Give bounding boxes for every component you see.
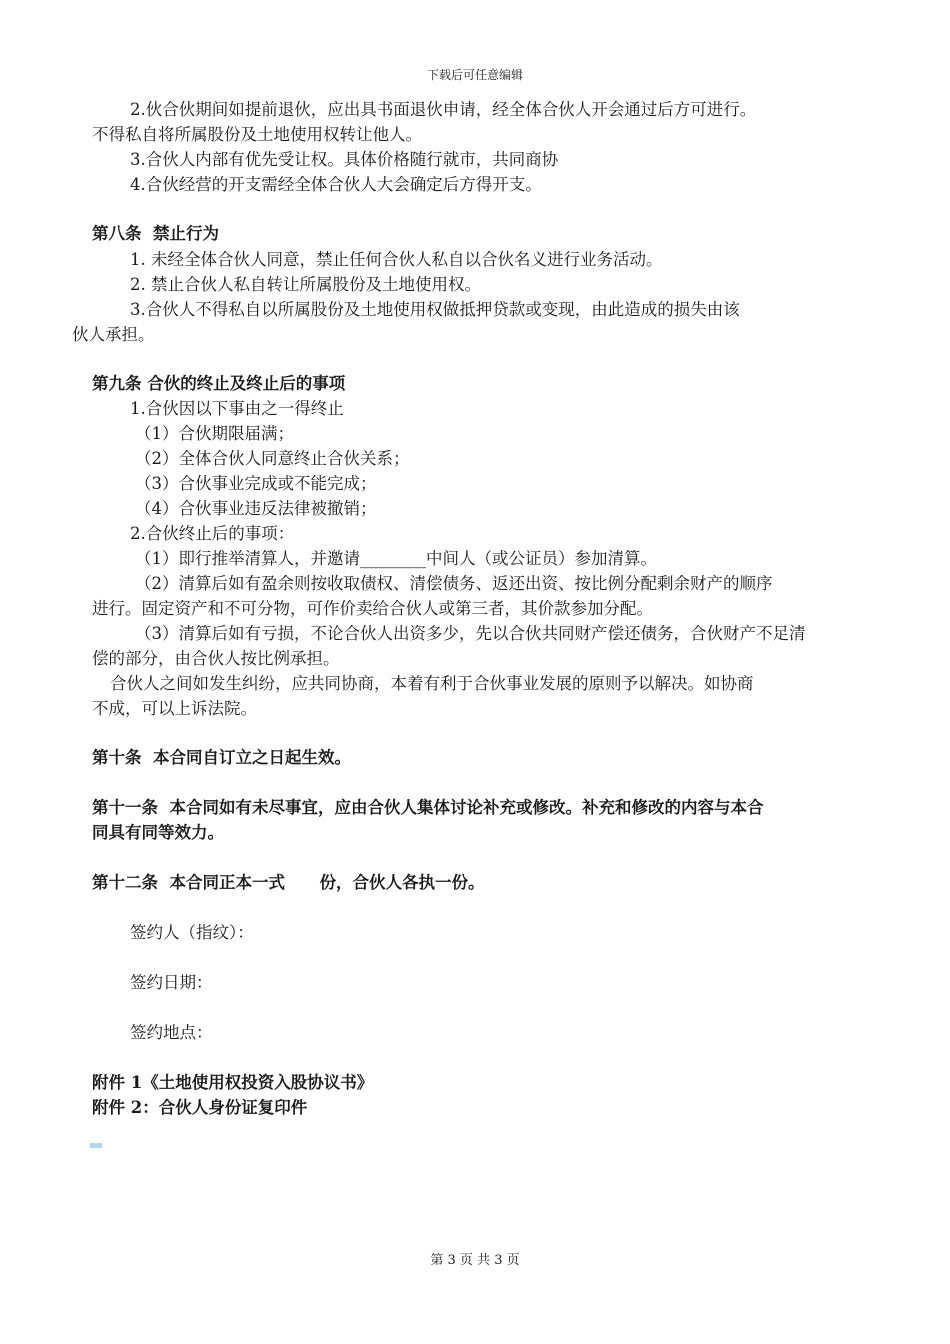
text-line: 签约人（指纹）：: [130, 923, 254, 942]
section-heading: 附件 1《土地使用权投资入股协议书》: [92, 1073, 374, 1092]
section-heading: 第十一条 本合同如有未尽事宜，应由合伙人集体讨论补充或修改。补充和修改的内容与本合: [92, 798, 764, 817]
text-line: 1. 未经全体合伙人同意，禁止任何合伙人私自以合伙名义进行业务活动。: [130, 250, 663, 269]
text-line: （4）合伙事业违反法律被撤销；: [135, 499, 377, 518]
text-line: 签约日期：: [130, 973, 213, 992]
text-line: （2）全体合伙人同意终止合伙关系；: [135, 449, 410, 468]
section-heading: 第十条 本合同自订立之日起生效。: [92, 748, 351, 767]
section-heading: 第八条 禁止行为: [92, 224, 219, 243]
text-line: 不成，可以上诉法院。: [92, 699, 257, 718]
page-header: 下载后可任意编辑: [426, 68, 523, 82]
text-line: 签约地点：: [130, 1023, 213, 1042]
text-line: 4.合伙经营的开支需经全体合伙人大会确定后方得开支。: [130, 175, 542, 194]
section-heading: 第十二条 本合同正本一式 份，合伙人各执一份。: [92, 873, 485, 892]
text-line: 1.合伙因以下事由之一得终止: [130, 399, 344, 418]
text-line: 偿的部分，由合伙人按比例承担。: [92, 649, 340, 668]
section-heading: 同具有同等效力。: [92, 823, 224, 842]
page-footer: 第 3 页 共 3 页: [430, 1253, 520, 1268]
section-heading: 第九条 合伙的终止及终止后的事项: [92, 374, 346, 393]
text-line: 2. 禁止合伙人私自转让所属股份及土地使用权。: [130, 275, 481, 294]
text-line: （3）清算后如有亏损，不论合伙人出资多少，先以合伙共同财产偿还债务，合伙财产不足清: [135, 624, 806, 643]
text-line: （2）清算后如有盈余则按收取债权、清偿债务、返还出资、按比例分配剩余财产的顺序: [135, 574, 773, 593]
text-line: 进行。固定资产和不可分物，可作价卖给合伙人或第三者，其价款参加分配。: [92, 599, 653, 618]
section-heading: 附件 2：合伙人身份证复印件: [92, 1098, 308, 1117]
text-line: 3.合伙人内部有优先受让权。具体价格随行就市，共同商协: [130, 150, 559, 169]
text-line: （1）合伙期限届满；: [135, 424, 294, 443]
text-line: 伙人承担。: [72, 325, 155, 344]
text-line: 合伙人之间如发生纠纷，应共同协商，本着有利于合伙事业发展的原则予以解决。如协商: [110, 674, 754, 693]
text-line: 不得私自将所属股份及土地使用权转让他人。: [92, 125, 422, 144]
text-line: 2.伙合伙期间如提前退伙，应出具书面退伙申请，经全体合伙人开会通过后方可进行。: [130, 100, 757, 119]
text-line: 3.合伙人不得私自以所属股份及土地使用权做抵押贷款或变现，由此造成的损失由该: [130, 300, 740, 319]
text-line: 2.合伙终止后的事项：: [130, 524, 295, 543]
text-line: （3）合伙事业完成或不能完成；: [135, 474, 377, 493]
text-line: （1）即行推举清算人，并邀请________中间人（或公证员）参加清算。: [135, 549, 657, 568]
cursor-marker: [90, 1143, 102, 1148]
